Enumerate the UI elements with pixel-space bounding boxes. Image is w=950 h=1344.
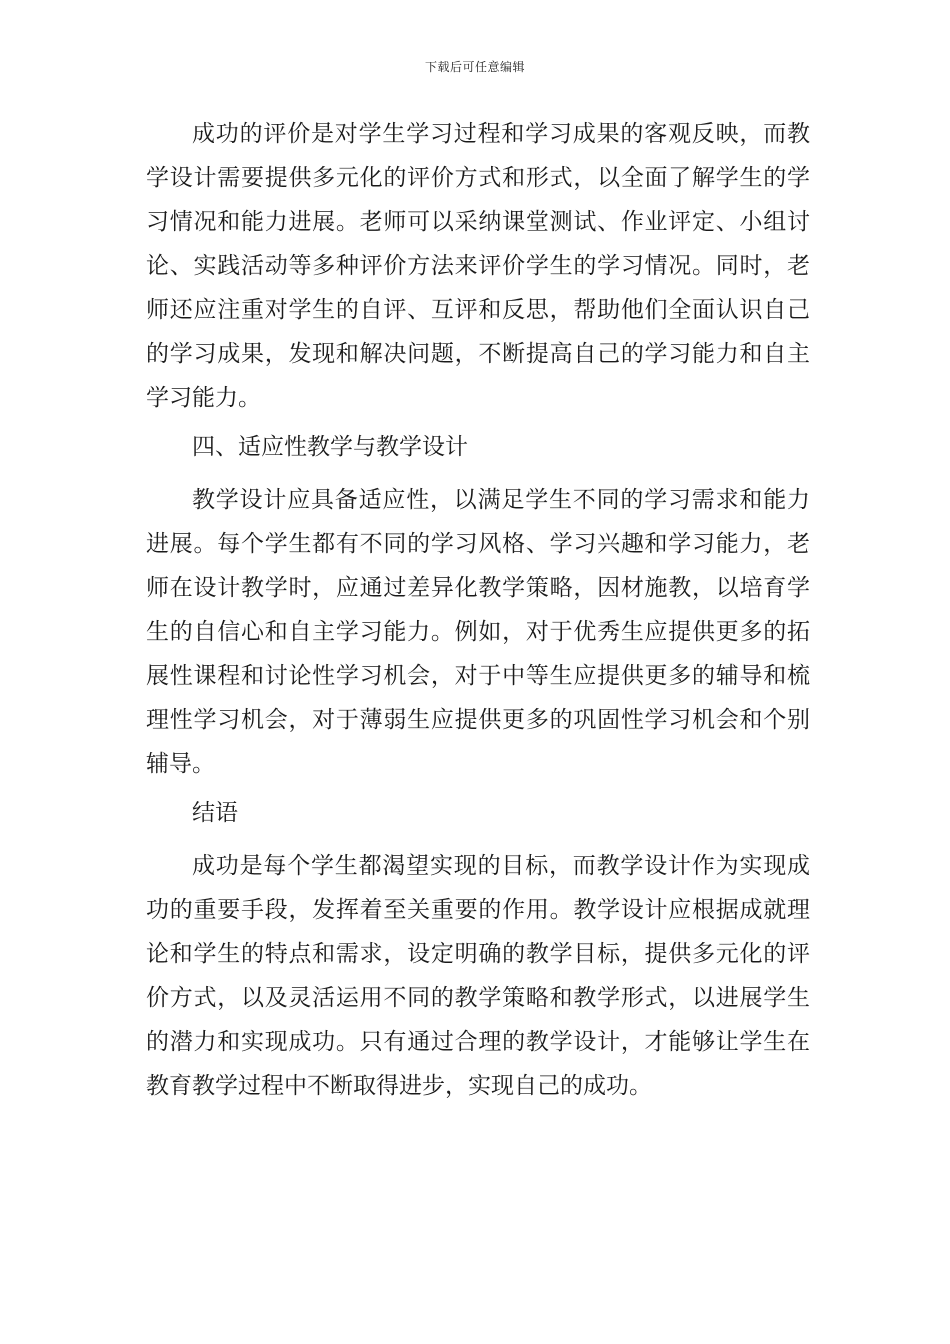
paragraph-adaptive-teaching: 教学设计应具备适应性，以满足学生不同的学习需求和能力进展。每个学生都有不同的学习风格、学习兴趣和学习能力，老师在设计教学时，应通过差异化教学策略，因材施教，以培育学生的自信心和自主学习能力。例如，对于优秀生应提供更多的拓展性课程和讨论性学习机会，对于中等生应提供更多的辅导和梳理性学习机会，对于薄弱生应提供更多的巩固性学习机会和个别辅导。 [146, 487, 810, 777]
document-body [146, 112, 810, 1108]
page-header: 下载后可任意编辑 [424, 60, 525, 74]
section-heading-adaptive-teaching: 四、适应性教学与教学设计 [192, 434, 468, 460]
paragraph-evaluation: 成功的评价是对学生学习过程和学习成果的客观反映，而教学设计需要提供多元化的评价方式和形式，以全面了解学生的学习情况和能力进展。老师可以采纳课堂测试、作业评定、小组讨论、实践活动等多种评价方法来评价学生的学习情况。同时，老师还应注重对学生的自评、互评和反思，帮助他们全面认识自己的学习成果，发现和解决问题，不断提高自己的学习能力和自主学习能力。 [146, 121, 810, 411]
paragraph-conclusion: 成功是每个学生都渴望实现的目标，而教学设计作为实现成功的重要手段，发挥着至关重要的作用。教学设计应根据成就理论和学生的特点和需求，设定明确的教学目标，提供多元化的评价方式，以及灵活运用不同的教学策略和教学形式，以进展学生的潜力和实现成功。只有通过合理的教学设计，才能够让学生在教育教学过程中不断取得进步，实现自己的成功。 [146, 853, 810, 1099]
section-heading-conclusion: 结语 [192, 800, 238, 826]
